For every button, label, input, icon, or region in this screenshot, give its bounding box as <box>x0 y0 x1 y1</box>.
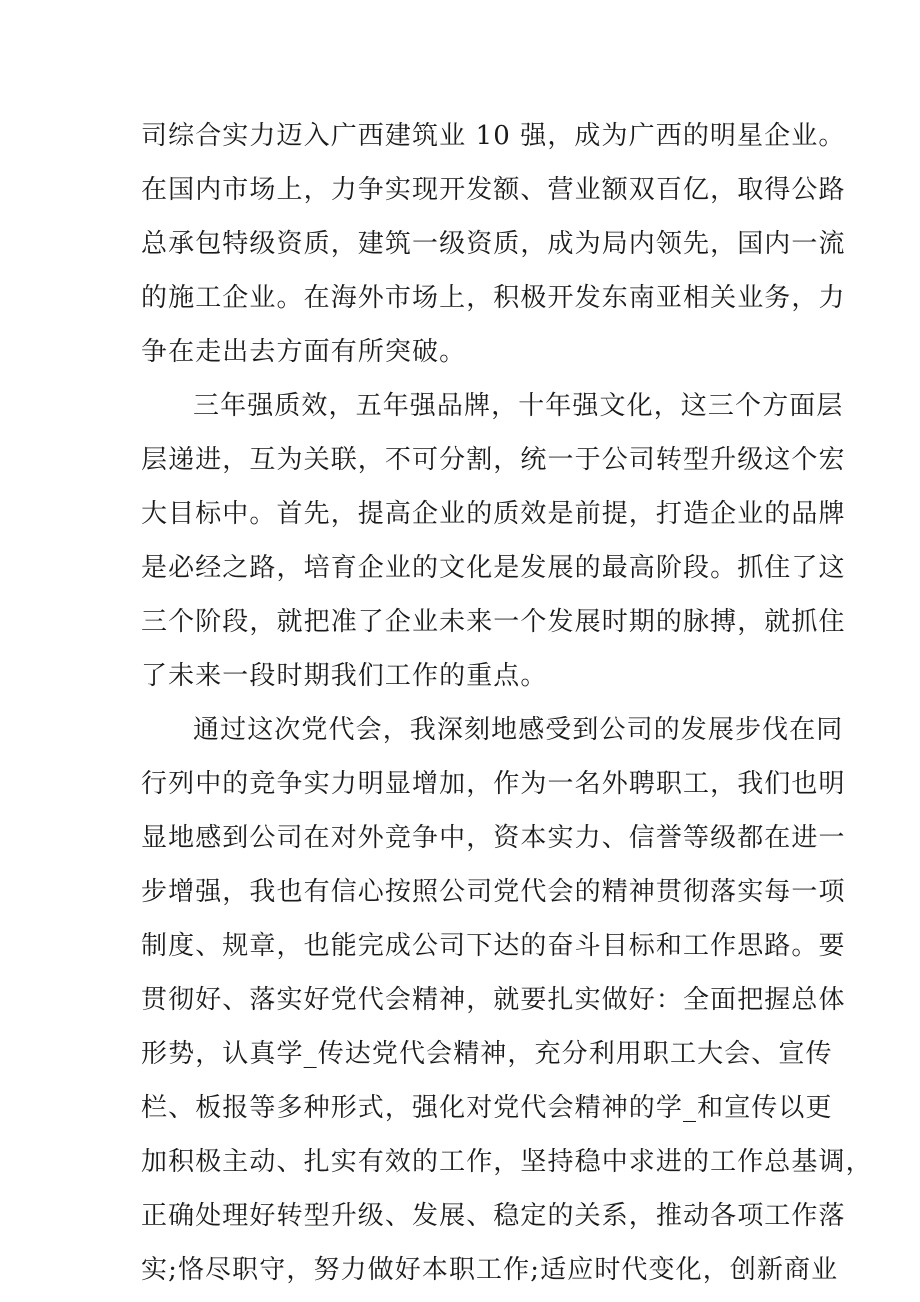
text-line: 是必经之路，培育企业的文化是发展的最高阶段。抓住了这 <box>141 553 846 583</box>
text-line: 加积极主动、扎实有效的工作，坚持稳中求进的工作总基调， <box>141 1147 873 1177</box>
text-line: 在国内市场上，力争实现开发额、营业额双百亿，取得公路 <box>141 175 846 205</box>
paragraph-1 <box>141 109 846 379</box>
text-line: 层递进，互为关联，不可分割，统一于公司转型升级这个宏 <box>141 445 846 475</box>
text-line: 三个阶段，就把准了企业未来一个发展时期的脉搏，就抓住 <box>141 607 846 637</box>
text-line: 制度、规章，也能完成公司下达的奋斗目标和工作思路。要 <box>141 931 846 961</box>
text-line: 贯彻好、落实好党代会精神，就要扎实做好：全面把握总体 <box>141 985 846 1015</box>
text-line: 实;恪尽职守，努力做好本职工作;适应时代变化，创新商业 <box>141 1255 839 1285</box>
text-line: 司综合实力迈入广西建筑业 10 强，成为广西的明星企业。 <box>141 121 846 151</box>
text-line: 栏、板报等多种形式，强化对党代会精神的学_和宣传以更 <box>141 1093 833 1123</box>
paragraph-3 <box>141 703 873 1297</box>
text-line: 显地感到公司在对外竞争中，资本实力、信誉等级都在进一 <box>141 823 846 853</box>
text-line: 正确处理好转型升级、发展、稳定的关系，推动各项工作落 <box>141 1201 846 1231</box>
text-line: 三年强质效，五年强品牌，十年强文化，这三个方面层 <box>193 391 844 421</box>
text-line: 形势，认真学_传达党代会精神，充分利用职工大会、宣传 <box>141 1039 833 1069</box>
text-line: 争在走出去方面有所突破。 <box>141 337 467 367</box>
text-line: 步增强，我也有信心按照公司党代会的精神贯彻落实每一项 <box>141 877 846 907</box>
text-line: 总承包特级资质，建筑一级资质，成为局内领先，国内一流 <box>141 229 846 259</box>
text-line: 通过这次党代会，我深刻地感受到公司的发展步伐在同 <box>193 715 844 745</box>
text-line: 了未来一段时期我们工作的重点。 <box>141 661 548 691</box>
document-body <box>141 109 873 1297</box>
text-line: 行列中的竞争实力明显增加，作为一名外聘职工，我们也明 <box>141 769 846 799</box>
paragraph-2 <box>141 379 846 703</box>
text-line: 的施工企业。在海外市场上，积极开发东南亚相关业务，力 <box>141 283 846 313</box>
text-line: 大目标中。首先，提高企业的质效是前提，打造企业的品牌 <box>141 499 846 529</box>
